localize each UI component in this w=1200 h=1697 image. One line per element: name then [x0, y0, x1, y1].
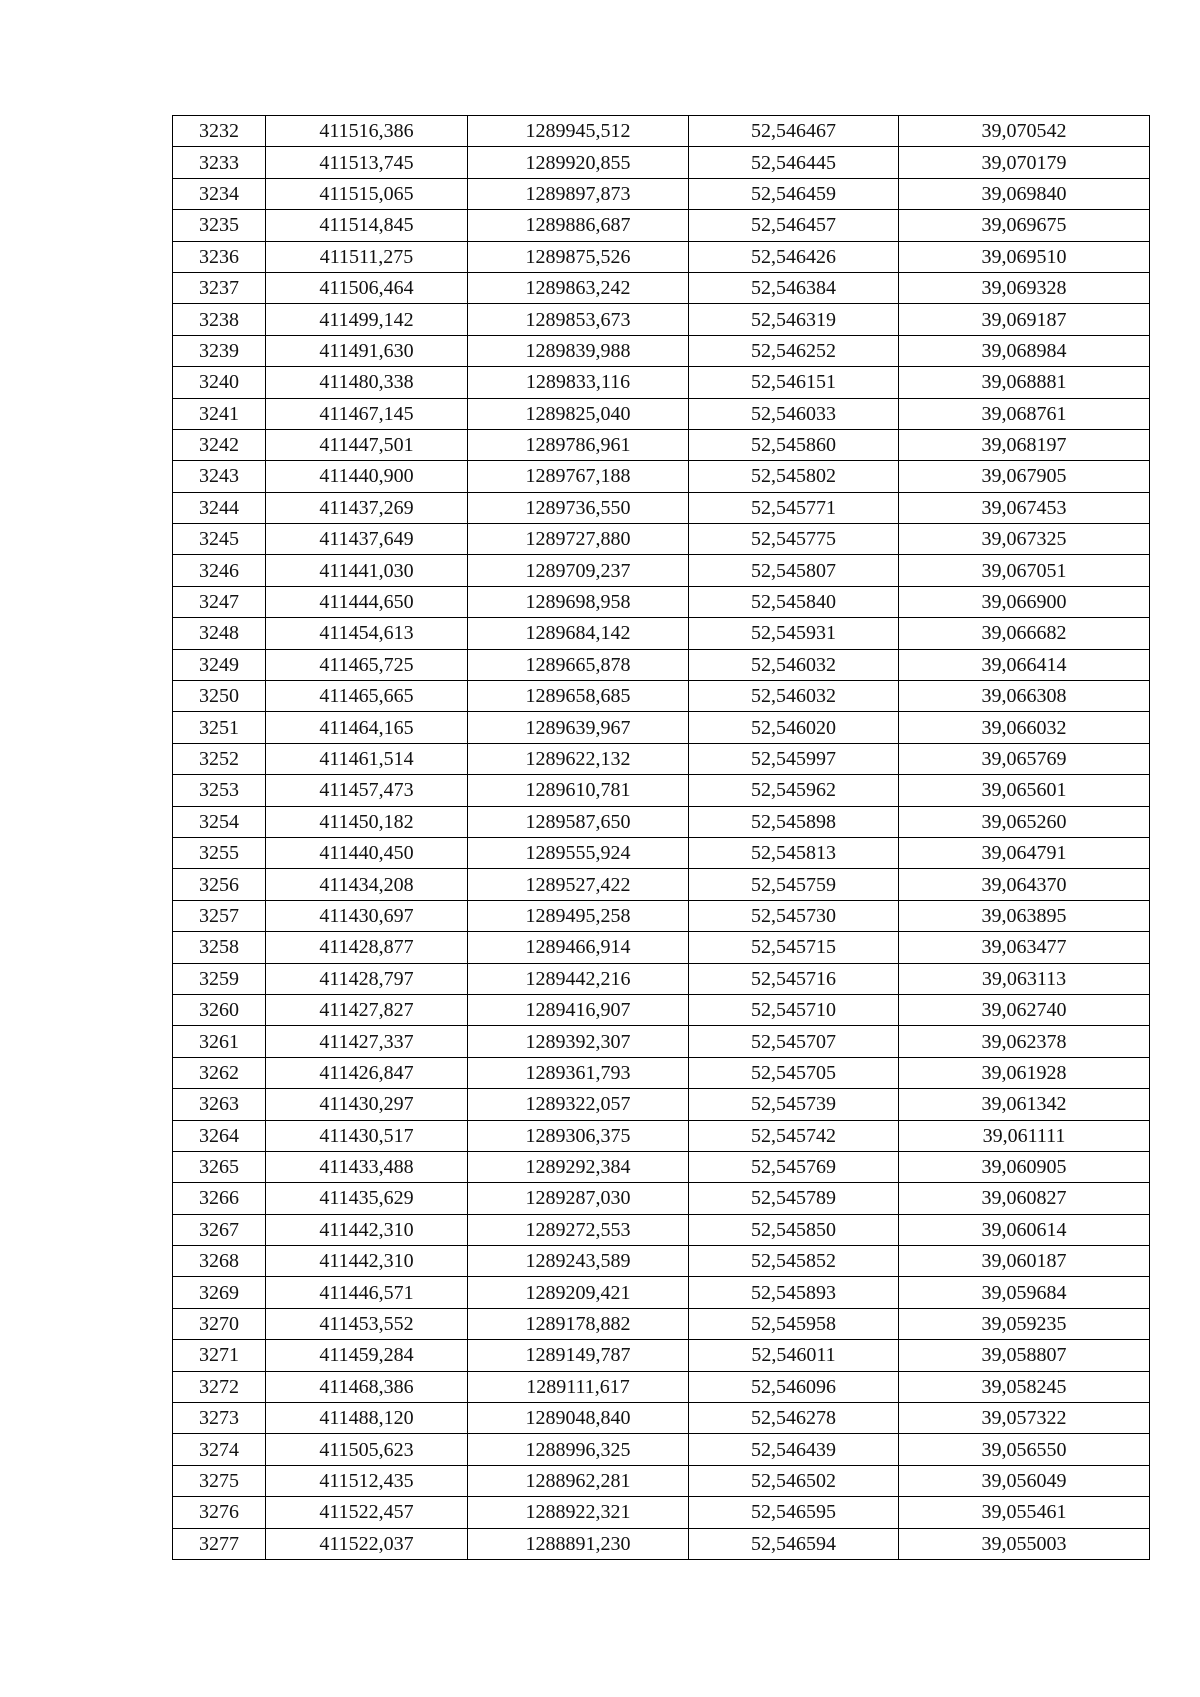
latitude-cell: 52,545716 — [689, 963, 899, 994]
table-row — [173, 492, 1150, 523]
x-coordinate-cell: 411465,725 — [266, 649, 468, 680]
latitude-cell: 52,545997 — [689, 743, 899, 774]
y-coordinate-cell: 1289048,840 — [468, 1403, 689, 1434]
longitude-cell: 39,055461 — [899, 1497, 1150, 1528]
table-row — [173, 116, 1150, 147]
table-row — [173, 1465, 1150, 1496]
y-coordinate-cell: 1289875,526 — [468, 241, 689, 272]
longitude-cell: 39,067905 — [899, 461, 1150, 492]
table-row — [173, 178, 1150, 209]
longitude-cell: 39,069675 — [899, 210, 1150, 241]
point-number-cell: 3245 — [173, 524, 266, 555]
y-coordinate-cell: 1289361,793 — [468, 1057, 689, 1088]
latitude-cell: 52,545775 — [689, 524, 899, 555]
table-row — [173, 1120, 1150, 1151]
y-coordinate-cell: 1289786,961 — [468, 429, 689, 460]
x-coordinate-cell: 411430,517 — [266, 1120, 468, 1151]
x-coordinate-cell: 411522,037 — [266, 1528, 468, 1559]
longitude-cell: 39,064370 — [899, 869, 1150, 900]
table-row — [173, 1057, 1150, 1088]
y-coordinate-cell: 1289209,421 — [468, 1277, 689, 1308]
latitude-cell: 52,545789 — [689, 1183, 899, 1214]
longitude-cell: 39,066900 — [899, 586, 1150, 617]
point-number-cell: 3244 — [173, 492, 266, 523]
point-number-cell: 3257 — [173, 900, 266, 931]
latitude-cell: 52,546032 — [689, 681, 899, 712]
y-coordinate-cell: 1289839,988 — [468, 335, 689, 366]
y-coordinate-cell: 1289587,650 — [468, 806, 689, 837]
x-coordinate-cell: 411505,623 — [266, 1434, 468, 1465]
table-row — [173, 963, 1150, 994]
y-coordinate-cell: 1289945,512 — [468, 116, 689, 147]
point-number-cell: 3260 — [173, 994, 266, 1025]
point-number-cell: 3276 — [173, 1497, 266, 1528]
point-number-cell: 3273 — [173, 1403, 266, 1434]
longitude-cell: 39,070542 — [899, 116, 1150, 147]
y-coordinate-cell: 1289639,967 — [468, 712, 689, 743]
point-number-cell: 3242 — [173, 429, 266, 460]
x-coordinate-cell: 411480,338 — [266, 367, 468, 398]
x-coordinate-cell: 411427,827 — [266, 994, 468, 1025]
latitude-cell: 52,545931 — [689, 618, 899, 649]
x-coordinate-cell: 411461,514 — [266, 743, 468, 774]
y-coordinate-cell: 1289610,781 — [468, 775, 689, 806]
point-number-cell: 3234 — [173, 178, 266, 209]
latitude-cell: 52,546457 — [689, 210, 899, 241]
latitude-cell: 52,546020 — [689, 712, 899, 743]
longitude-cell: 39,070179 — [899, 147, 1150, 178]
x-coordinate-cell: 411522,457 — [266, 1497, 468, 1528]
table-row — [173, 241, 1150, 272]
longitude-cell: 39,065769 — [899, 743, 1150, 774]
point-number-cell: 3255 — [173, 837, 266, 868]
longitude-cell: 39,058807 — [899, 1340, 1150, 1371]
point-number-cell: 3240 — [173, 367, 266, 398]
table-row — [173, 461, 1150, 492]
latitude-cell: 52,546384 — [689, 272, 899, 303]
y-coordinate-cell: 1289736,550 — [468, 492, 689, 523]
point-number-cell: 3267 — [173, 1214, 266, 1245]
point-number-cell: 3252 — [173, 743, 266, 774]
point-number-cell: 3238 — [173, 304, 266, 335]
table-row — [173, 900, 1150, 931]
x-coordinate-cell: 411457,473 — [266, 775, 468, 806]
latitude-cell: 52,545715 — [689, 932, 899, 963]
longitude-cell: 39,061342 — [899, 1089, 1150, 1120]
longitude-cell: 39,067453 — [899, 492, 1150, 523]
longitude-cell: 39,059235 — [899, 1308, 1150, 1339]
y-coordinate-cell: 1289920,855 — [468, 147, 689, 178]
x-coordinate-cell: 411454,613 — [266, 618, 468, 649]
x-coordinate-cell: 411515,065 — [266, 178, 468, 209]
latitude-cell: 52,546033 — [689, 398, 899, 429]
y-coordinate-cell: 1289658,685 — [468, 681, 689, 712]
x-coordinate-cell: 411488,120 — [266, 1403, 468, 1434]
x-coordinate-cell: 411464,165 — [266, 712, 468, 743]
x-coordinate-cell: 411453,552 — [266, 1308, 468, 1339]
point-number-cell: 3246 — [173, 555, 266, 586]
point-number-cell: 3243 — [173, 461, 266, 492]
table-row — [173, 712, 1150, 743]
latitude-cell: 52,545893 — [689, 1277, 899, 1308]
x-coordinate-cell: 411516,386 — [266, 116, 468, 147]
longitude-cell: 39,066682 — [899, 618, 1150, 649]
y-coordinate-cell: 1289727,880 — [468, 524, 689, 555]
latitude-cell: 52,546595 — [689, 1497, 899, 1528]
y-coordinate-cell: 1289709,237 — [468, 555, 689, 586]
y-coordinate-cell: 1289111,617 — [468, 1371, 689, 1402]
longitude-cell: 39,055003 — [899, 1528, 1150, 1559]
coordinates-table — [172, 115, 1150, 1560]
x-coordinate-cell: 411511,275 — [266, 241, 468, 272]
point-number-cell: 3268 — [173, 1246, 266, 1277]
y-coordinate-cell: 1289466,914 — [468, 932, 689, 963]
latitude-cell: 52,545730 — [689, 900, 899, 931]
x-coordinate-cell: 411428,877 — [266, 932, 468, 963]
longitude-cell: 39,069510 — [899, 241, 1150, 272]
latitude-cell: 52,545840 — [689, 586, 899, 617]
table-row — [173, 1434, 1150, 1465]
x-coordinate-cell: 411467,145 — [266, 398, 468, 429]
x-coordinate-cell: 411437,649 — [266, 524, 468, 555]
table-row — [173, 1340, 1150, 1371]
latitude-cell: 52,546011 — [689, 1340, 899, 1371]
x-coordinate-cell: 411441,030 — [266, 555, 468, 586]
x-coordinate-cell: 411442,310 — [266, 1214, 468, 1245]
latitude-cell: 52,545802 — [689, 461, 899, 492]
table-row — [173, 1151, 1150, 1182]
point-number-cell: 3270 — [173, 1308, 266, 1339]
latitude-cell: 52,546252 — [689, 335, 899, 366]
latitude-cell: 52,546445 — [689, 147, 899, 178]
table-row — [173, 618, 1150, 649]
table-row — [173, 932, 1150, 963]
table-row — [173, 806, 1150, 837]
point-number-cell: 3277 — [173, 1528, 266, 1559]
x-coordinate-cell: 411437,269 — [266, 492, 468, 523]
y-coordinate-cell: 1289853,673 — [468, 304, 689, 335]
point-number-cell: 3266 — [173, 1183, 266, 1214]
latitude-cell: 52,546502 — [689, 1465, 899, 1496]
point-number-cell: 3254 — [173, 806, 266, 837]
table-row — [173, 335, 1150, 366]
point-number-cell: 3263 — [173, 1089, 266, 1120]
longitude-cell: 39,060614 — [899, 1214, 1150, 1245]
longitude-cell: 39,056049 — [899, 1465, 1150, 1496]
x-coordinate-cell: 411426,847 — [266, 1057, 468, 1088]
x-coordinate-cell: 411450,182 — [266, 806, 468, 837]
longitude-cell: 39,061111 — [899, 1120, 1150, 1151]
point-number-cell: 3265 — [173, 1151, 266, 1182]
table-row — [173, 775, 1150, 806]
y-coordinate-cell: 1288996,325 — [468, 1434, 689, 1465]
latitude-cell: 52,545771 — [689, 492, 899, 523]
y-coordinate-cell: 1289684,142 — [468, 618, 689, 649]
latitude-cell: 52,546278 — [689, 1403, 899, 1434]
longitude-cell: 39,063113 — [899, 963, 1150, 994]
point-number-cell: 3249 — [173, 649, 266, 680]
point-number-cell: 3237 — [173, 272, 266, 303]
table-row — [173, 429, 1150, 460]
longitude-cell: 39,067325 — [899, 524, 1150, 555]
x-coordinate-cell: 411512,435 — [266, 1465, 468, 1496]
longitude-cell: 39,068881 — [899, 367, 1150, 398]
longitude-cell: 39,063895 — [899, 900, 1150, 931]
latitude-cell: 52,546096 — [689, 1371, 899, 1402]
y-coordinate-cell: 1288922,321 — [468, 1497, 689, 1528]
latitude-cell: 52,545958 — [689, 1308, 899, 1339]
point-number-cell: 3275 — [173, 1465, 266, 1496]
latitude-cell: 52,546467 — [689, 116, 899, 147]
longitude-cell: 39,065601 — [899, 775, 1150, 806]
point-number-cell: 3250 — [173, 681, 266, 712]
longitude-cell: 39,057322 — [899, 1403, 1150, 1434]
longitude-cell: 39,065260 — [899, 806, 1150, 837]
latitude-cell: 52,545759 — [689, 869, 899, 900]
longitude-cell: 39,063477 — [899, 932, 1150, 963]
point-number-cell: 3274 — [173, 1434, 266, 1465]
x-coordinate-cell: 411499,142 — [266, 304, 468, 335]
point-number-cell: 3239 — [173, 335, 266, 366]
latitude-cell: 52,545962 — [689, 775, 899, 806]
table-row — [173, 147, 1150, 178]
latitude-cell: 52,546319 — [689, 304, 899, 335]
y-coordinate-cell: 1288891,230 — [468, 1528, 689, 1559]
table-row — [173, 586, 1150, 617]
y-coordinate-cell: 1289863,242 — [468, 272, 689, 303]
x-coordinate-cell: 411430,297 — [266, 1089, 468, 1120]
latitude-cell: 52,546594 — [689, 1528, 899, 1559]
longitude-cell: 39,056550 — [899, 1434, 1150, 1465]
x-coordinate-cell: 411440,900 — [266, 461, 468, 492]
x-coordinate-cell: 411427,337 — [266, 1026, 468, 1057]
x-coordinate-cell: 411514,845 — [266, 210, 468, 241]
table-row — [173, 1089, 1150, 1120]
table-row — [173, 555, 1150, 586]
x-coordinate-cell: 411468,386 — [266, 1371, 468, 1402]
point-number-cell: 3248 — [173, 618, 266, 649]
y-coordinate-cell: 1289886,687 — [468, 210, 689, 241]
y-coordinate-cell: 1289292,384 — [468, 1151, 689, 1182]
table-row — [173, 398, 1150, 429]
table-row — [173, 1403, 1150, 1434]
y-coordinate-cell: 1289495,258 — [468, 900, 689, 931]
table-row — [173, 367, 1150, 398]
y-coordinate-cell: 1289825,040 — [468, 398, 689, 429]
latitude-cell: 52,546151 — [689, 367, 899, 398]
x-coordinate-cell: 411506,464 — [266, 272, 468, 303]
table-row — [173, 210, 1150, 241]
y-coordinate-cell: 1289392,307 — [468, 1026, 689, 1057]
table-row — [173, 1528, 1150, 1559]
y-coordinate-cell: 1289698,958 — [468, 586, 689, 617]
table-row — [173, 869, 1150, 900]
y-coordinate-cell: 1289322,057 — [468, 1089, 689, 1120]
latitude-cell: 52,545813 — [689, 837, 899, 868]
longitude-cell: 39,062740 — [899, 994, 1150, 1025]
latitude-cell: 52,545742 — [689, 1120, 899, 1151]
longitude-cell: 39,061928 — [899, 1057, 1150, 1088]
latitude-cell: 52,546426 — [689, 241, 899, 272]
table-row — [173, 304, 1150, 335]
x-coordinate-cell: 411442,310 — [266, 1246, 468, 1277]
table-row — [173, 1246, 1150, 1277]
y-coordinate-cell: 1289272,553 — [468, 1214, 689, 1245]
y-coordinate-cell: 1289527,422 — [468, 869, 689, 900]
point-number-cell: 3256 — [173, 869, 266, 900]
longitude-cell: 39,060187 — [899, 1246, 1150, 1277]
longitude-cell: 39,062378 — [899, 1026, 1150, 1057]
longitude-cell: 39,064791 — [899, 837, 1150, 868]
y-coordinate-cell: 1289622,132 — [468, 743, 689, 774]
table-row — [173, 524, 1150, 555]
x-coordinate-cell: 411447,501 — [266, 429, 468, 460]
latitude-cell: 52,545860 — [689, 429, 899, 460]
point-number-cell: 3271 — [173, 1340, 266, 1371]
point-number-cell: 3247 — [173, 586, 266, 617]
y-coordinate-cell: 1289665,878 — [468, 649, 689, 680]
longitude-cell: 39,058245 — [899, 1371, 1150, 1402]
point-number-cell: 3235 — [173, 210, 266, 241]
x-coordinate-cell: 411465,665 — [266, 681, 468, 712]
longitude-cell: 39,060827 — [899, 1183, 1150, 1214]
longitude-cell: 39,069187 — [899, 304, 1150, 335]
latitude-cell: 52,546459 — [689, 178, 899, 209]
longitude-cell: 39,060905 — [899, 1151, 1150, 1182]
longitude-cell: 39,068197 — [899, 429, 1150, 460]
table-row — [173, 1183, 1150, 1214]
y-coordinate-cell: 1289897,873 — [468, 178, 689, 209]
latitude-cell: 52,545807 — [689, 555, 899, 586]
table-row — [173, 743, 1150, 774]
y-coordinate-cell: 1289149,787 — [468, 1340, 689, 1371]
point-number-cell: 3241 — [173, 398, 266, 429]
point-number-cell: 3236 — [173, 241, 266, 272]
x-coordinate-cell: 411434,208 — [266, 869, 468, 900]
table-row — [173, 837, 1150, 868]
y-coordinate-cell: 1289442,216 — [468, 963, 689, 994]
y-coordinate-cell: 1289555,924 — [468, 837, 689, 868]
point-number-cell: 3253 — [173, 775, 266, 806]
y-coordinate-cell: 1289243,589 — [468, 1246, 689, 1277]
table-row — [173, 681, 1150, 712]
y-coordinate-cell: 1289767,188 — [468, 461, 689, 492]
x-coordinate-cell: 411440,450 — [266, 837, 468, 868]
point-number-cell: 3251 — [173, 712, 266, 743]
latitude-cell: 52,545852 — [689, 1246, 899, 1277]
x-coordinate-cell: 411459,284 — [266, 1340, 468, 1371]
longitude-cell: 39,068984 — [899, 335, 1150, 366]
point-number-cell: 3259 — [173, 963, 266, 994]
point-number-cell: 3269 — [173, 1277, 266, 1308]
y-coordinate-cell: 1289178,882 — [468, 1308, 689, 1339]
y-coordinate-cell: 1289287,030 — [468, 1183, 689, 1214]
table-row — [173, 1497, 1150, 1528]
x-coordinate-cell: 411435,629 — [266, 1183, 468, 1214]
y-coordinate-cell: 1289306,375 — [468, 1120, 689, 1151]
point-number-cell: 3233 — [173, 147, 266, 178]
latitude-cell: 52,545710 — [689, 994, 899, 1025]
longitude-cell: 39,067051 — [899, 555, 1150, 586]
table-row — [173, 1214, 1150, 1245]
x-coordinate-cell: 411433,488 — [266, 1151, 468, 1182]
x-coordinate-cell: 411428,797 — [266, 963, 468, 994]
point-number-cell: 3272 — [173, 1371, 266, 1402]
point-number-cell: 3262 — [173, 1057, 266, 1088]
longitude-cell: 39,066308 — [899, 681, 1150, 712]
y-coordinate-cell: 1288962,281 — [468, 1465, 689, 1496]
longitude-cell: 39,068761 — [899, 398, 1150, 429]
longitude-cell: 39,069328 — [899, 272, 1150, 303]
point-number-cell: 3261 — [173, 1026, 266, 1057]
longitude-cell: 39,066414 — [899, 649, 1150, 680]
latitude-cell: 52,545739 — [689, 1089, 899, 1120]
longitude-cell: 39,069840 — [899, 178, 1150, 209]
x-coordinate-cell: 411513,745 — [266, 147, 468, 178]
longitude-cell: 39,059684 — [899, 1277, 1150, 1308]
longitude-cell: 39,066032 — [899, 712, 1150, 743]
latitude-cell: 52,546032 — [689, 649, 899, 680]
table-row — [173, 1277, 1150, 1308]
coordinates-table-body — [173, 116, 1150, 1560]
point-number-cell: 3232 — [173, 116, 266, 147]
table-row — [173, 1371, 1150, 1402]
y-coordinate-cell: 1289416,907 — [468, 994, 689, 1025]
point-number-cell: 3258 — [173, 932, 266, 963]
latitude-cell: 52,546439 — [689, 1434, 899, 1465]
latitude-cell: 52,545850 — [689, 1214, 899, 1245]
x-coordinate-cell: 411446,571 — [266, 1277, 468, 1308]
table-row — [173, 272, 1150, 303]
table-row — [173, 994, 1150, 1025]
x-coordinate-cell: 411444,650 — [266, 586, 468, 617]
y-coordinate-cell: 1289833,116 — [468, 367, 689, 398]
table-row — [173, 1026, 1150, 1057]
table-row — [173, 1308, 1150, 1339]
point-number-cell: 3264 — [173, 1120, 266, 1151]
table-row — [173, 649, 1150, 680]
x-coordinate-cell: 411430,697 — [266, 900, 468, 931]
x-coordinate-cell: 411491,630 — [266, 335, 468, 366]
latitude-cell: 52,545707 — [689, 1026, 899, 1057]
latitude-cell: 52,545898 — [689, 806, 899, 837]
latitude-cell: 52,545705 — [689, 1057, 899, 1088]
latitude-cell: 52,545769 — [689, 1151, 899, 1182]
